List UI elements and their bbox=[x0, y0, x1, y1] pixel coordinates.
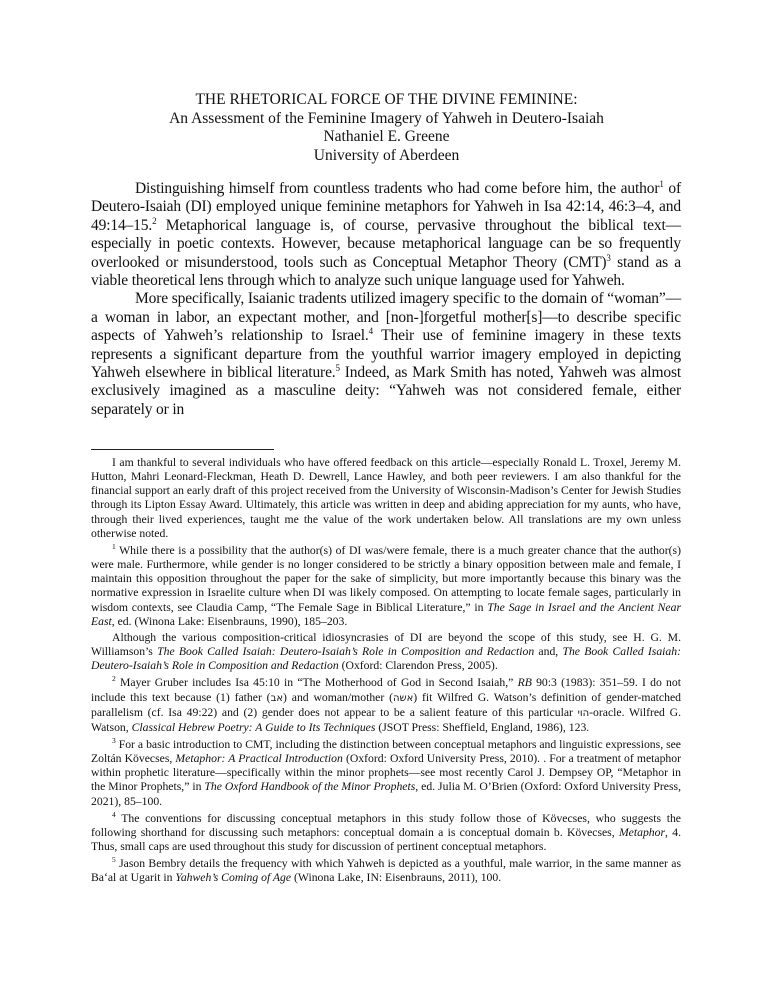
footnote-ref-3[interactable]: 3 bbox=[606, 252, 611, 263]
citation-title: The Book Called Isaiah: Deutero-Isaiah’s Role in Composition and Redaction bbox=[157, 645, 535, 659]
footnote-text: and, bbox=[534, 645, 563, 659]
footnote-ref-1[interactable]: 1 bbox=[659, 178, 664, 189]
footnotes bbox=[91, 456, 681, 888]
citation-title: Metaphor bbox=[618, 825, 666, 839]
footnote-text: 90:3 (1983): 351–59. I do not include this text because (1) father ( bbox=[91, 676, 681, 704]
footnote-2 bbox=[91, 676, 681, 735]
footnote-number: 2 bbox=[112, 674, 116, 684]
footnote-5 bbox=[91, 857, 681, 885]
footnote-text: Mayer Gruber includes Isa 45:10 in “The Motherhood of God in Second Isaiah,” bbox=[115, 676, 518, 690]
footnote-ref-5[interactable]: 5 bbox=[335, 362, 340, 373]
footnote-text: ) and woman/mother ( bbox=[283, 690, 393, 704]
hebrew-word: אב bbox=[270, 692, 284, 704]
footnote-text: -oracle. Wilfred G. Watson, bbox=[91, 705, 681, 734]
footnote-text: Although the various composition-critical idiosyncrasies of DI are beyond the scope of this study, see H. G. M. Williamson’s bbox=[91, 630, 681, 659]
footnote-acknowledgement: I am thankful to several individuals who have offered feedback on this article—especially Ronald L. Troxel, Jeremy M. Hutton, Mahri Leonard-Fleckman, Heath D. Dewrell, Lance Hawley, and both peer reviewers. I am also thankful for the financial support an early draft of this project received from the University of Wisconsin-Madison’s Center for Jewish Studies through its Lipton Essay Award. Ultimately, this article was written in deep and abiding appreciation for my aunts, who have, through their lived experiences, taught me the value of the work undertaken below. All translations are my own unless otherwise noted. bbox=[91, 456, 681, 540]
paragraph-text: Indeed, as Mark Smith has noted, Yahweh was almost exclusively imagined as a masculine deity: “Yahweh was not considered female, either separately or in bbox=[91, 364, 681, 418]
article-subtitle: An Assessment of the Feminine Imagery of Yahweh in Deutero-Isaiah bbox=[169, 109, 604, 127]
footnote-number: 5 bbox=[112, 855, 116, 865]
title-block bbox=[0, 91, 773, 165]
paragraph-text: Metaphorical language is, of course, pervasive throughout the biblical text—especially in poetic contexts. However, because metaphorical language can be so frequently overlooked or misunderstood, tools such as Conceptual Metaphor Theory (CMT) bbox=[91, 216, 681, 271]
paragraph-text: More specifically, Isaianic tradents utilized imagery specific to the domain of “woman”—a woman in labor, an expectant mother, and [non-]forgetful mother[s]—to describe specific aspects of Yahweh’s relationship to Israel. bbox=[91, 290, 681, 345]
paragraph-1 bbox=[91, 180, 681, 290]
citation-title: Classical Hebrew Poetry: A Guide to Its Techniques bbox=[131, 720, 376, 734]
footnote-text: (Winona Lake, IN: Eisenbrauns, 2011), 100. bbox=[291, 871, 502, 885]
footnote-text: ) fit Wilfred G. Watson’s definition of gender-matched parallelism (cf. Isa 49:22) and (2) gender does not appear to be a salient feature of this particular bbox=[91, 690, 681, 719]
footnote-separator bbox=[91, 449, 274, 450]
citation-title: The Oxford Handbook of the Minor Prophets bbox=[204, 780, 416, 794]
footnote-text: , 4. Thus, small caps are used throughout this study for discussion of pertinent conceptual metaphors. bbox=[91, 825, 681, 854]
footnote-text: (Oxford: Oxford University Press, 2010). . For a treatment of metaphor within prophetic literature—specifically within the minor prophets—see most recently Carol J. Dempsey OP, “Metaphor in the Minor Prophets,” in bbox=[91, 752, 681, 794]
footnote-number: 3 bbox=[112, 736, 116, 746]
footnote-ref-4[interactable]: 4 bbox=[368, 326, 373, 337]
body-text bbox=[91, 180, 681, 419]
footnote-text: , ed. (Winona Lake: Eisenbrauns, 1990), 185–203. bbox=[111, 614, 348, 628]
footnote-text: (Oxford: Clarendon Press, 2005). bbox=[338, 659, 498, 673]
article-title: THE RHETORICAL FORCE OF THE DIVINE FEMININE: bbox=[195, 91, 578, 108]
author-name: Nathaniel E. Greene bbox=[323, 128, 450, 145]
citation-title: The Book Called Isaiah: Deutero-Isaiah’s Role in Composition and Redaction bbox=[91, 645, 681, 673]
paragraph-text: Distinguishing himself from countless tradents who had come before him, the author bbox=[135, 180, 660, 197]
footnote-ref-2[interactable]: 2 bbox=[152, 215, 157, 226]
footnote-text: , ed. Julia M. O’Brien (Oxford: Oxford University Press, 2021), 85–100. bbox=[91, 780, 681, 808]
citation-title: RB bbox=[517, 676, 532, 690]
author-affiliation: University of Aberdeen bbox=[313, 146, 460, 164]
paragraph-text: stand as a viable theoretical lens through which to analyze such unique language used for Yahweh. bbox=[91, 253, 682, 290]
footnote-3 bbox=[91, 738, 681, 809]
footnote-text: While there is a possibility that the author(s) of DI was/were female, there is a much greater chance that the author(s) were male. Furthermore, while gender is no longer considered to be strictly a binary opposition between male and female, I maintain this opposition throughout the paper for the sake of simplicity, but more importantly because this binary was the normative expression in Israelite culture when DI was likely composed. On attempting to locate female sages, particularly in wisdom contexts, see Claudia Camp, “The Female Sage in Biblical Literature,” in bbox=[91, 543, 681, 614]
hebrew-word: הוי bbox=[577, 707, 590, 719]
hebrew-word: אשה bbox=[392, 692, 414, 704]
footnote-1-continued bbox=[91, 631, 681, 673]
footnote-text: The conventions for discussing conceptual metaphors in this study follow those of Kövecses, who suggests the following shorthand for discussing such metaphors: conceptual domain a is conceptual domain b. Kövecses, bbox=[91, 811, 681, 839]
citation-title: Yahweh’s Coming of Age bbox=[175, 871, 292, 885]
footnote-text: For a basic introduction to CMT, including the distinction between conceptual metaphors and linguistic expressions, see Zoltán Kövecses, bbox=[91, 737, 681, 766]
footnote-4 bbox=[91, 809, 681, 854]
citation-title: Metaphor: A Practical Introduction bbox=[175, 752, 343, 766]
footnote-text: (JSOT Press: Sheffield, England, 1986), 123. bbox=[375, 720, 590, 734]
footnote-text: Jason Bembry details the frequency with which Yahweh is depicted as a youthful, male warrior, in the same manner as Ba‘al at Ugarit in bbox=[91, 857, 681, 885]
footnote-number: 4 bbox=[112, 809, 116, 819]
citation-title: The Sage in Israel and the Ancient Near East bbox=[91, 600, 682, 628]
footnote-number: 1 bbox=[112, 542, 116, 552]
paragraph-text: Their use of feminine imagery in these texts represents a significant departure from the youthful warrior imagery employed in depicting Yahweh elsewhere in biblical literature. bbox=[91, 327, 681, 382]
footnote-1 bbox=[91, 544, 681, 629]
paragraph-2 bbox=[91, 290, 681, 419]
paragraph-text: of Deutero-Isaiah (DI) employed unique feminine metaphors for Yahweh in Isa 42:14, 46:3–4, and 49:14–15. bbox=[91, 180, 682, 234]
